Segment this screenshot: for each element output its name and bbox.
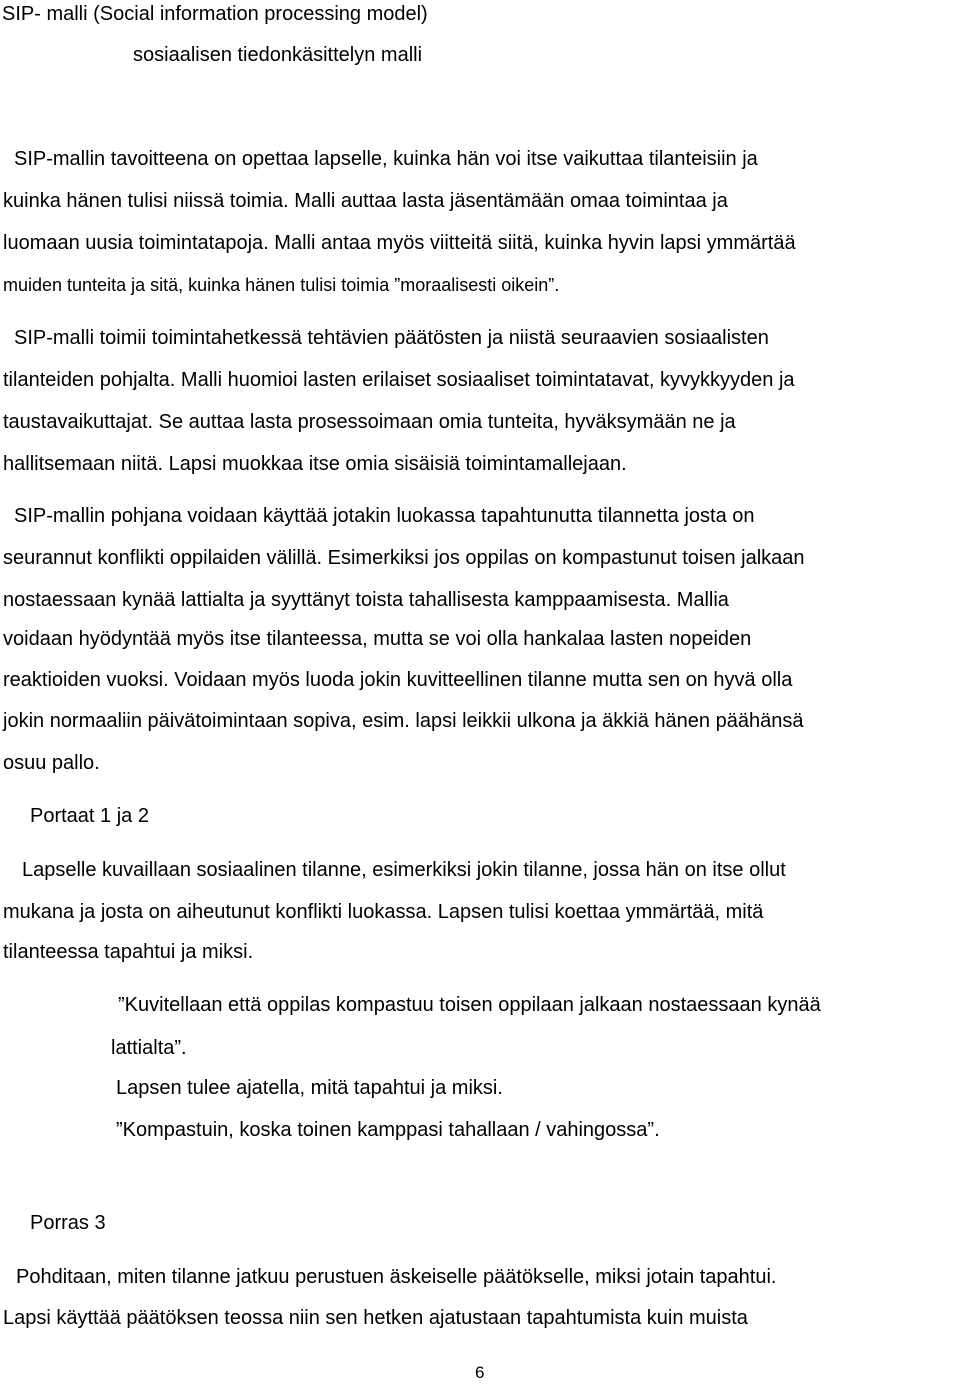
paragraph-line: taustavaikuttajat. Se auttaa lasta prosessoimaan omia tunteita, hyväksymään ne ja	[3, 411, 736, 433]
page-number: 6	[475, 1363, 485, 1382]
paragraph-line: Lapselle kuvaillaan sosiaalinen tilanne, esimerkiksi jokin tilanne, jossa hän on itse ollut	[22, 859, 786, 881]
paragraph-line: osuu pallo.	[3, 752, 100, 774]
paragraph-line: Lapsi käyttää päätöksen teossa niin sen hetken ajatustaan tapahtumista kuin muista	[3, 1307, 748, 1329]
section-heading: Portaat 1 ja 2	[30, 805, 149, 827]
paragraph-line: SIP-malli toimii toimintahetkessä tehtävien päätösten ja niistä seuraavien sosiaalisten	[14, 327, 769, 349]
paragraph-line: Pohditaan, miten tilanne jatkuu perustuen äskeiselle päätökselle, miksi jotain tapahtui.	[16, 1266, 777, 1288]
paragraph-line: tilanteiden pohjalta. Malli huomioi lasten erilaiset sosiaaliset toimintatavat, kyvykkyyden ja	[3, 369, 795, 391]
paragraph-line: SIP-mallin tavoitteena on opettaa lapselle, kuinka hän voi itse vaikuttaa tilanteisiin ja	[14, 148, 758, 170]
paragraph-line: muiden tunteita ja sitä, kuinka hänen tulisi toimia ”moraalisesti oikein”.	[3, 275, 560, 295]
paragraph-line: nostaessaan kynää lattialta ja syyttänyt toista tahallisesta kamppaamisesta. Mallia	[3, 589, 729, 611]
paragraph-line: kuinka hänen tulisi niissä toimia. Malli auttaa lasta jäsentämään omaa toimintaa ja	[3, 190, 728, 212]
paragraph-line: tilanteessa tapahtui ja miksi.	[3, 941, 254, 963]
example-line: Lapsen tulee ajatella, mitä tapahtui ja miksi.	[116, 1077, 503, 1099]
paragraph-line: mukana ja josta on aiheutunut konflikti luokassa. Lapsen tulisi koettaa ymmärtää, mitä	[3, 901, 764, 923]
example-line: ”Kuvitellaan että oppilas kompastuu toisen oppilaan jalkaan nostaessaan kynää	[118, 994, 821, 1016]
paragraph-line: jokin normaaliin päivätoimintaan sopiva, esim. lapsi leikkii ulkona ja äkkiä hänen päähänsä	[3, 710, 804, 732]
paragraph-line: reaktioiden vuoksi. Voidaan myös luoda jokin kuvitteellinen tilanne mutta sen on hyvä olla	[3, 669, 793, 691]
document-subtitle: sosiaalisen tiedonkäsittelyn malli	[133, 44, 423, 66]
example-line: lattialta”.	[111, 1037, 187, 1059]
paragraph-line: voidaan hyödyntää myös itse tilanteessa, mutta se voi olla hankalaa lasten nopeiden	[3, 628, 752, 650]
example-line: ”Kompastuin, koska toinen kamppasi tahallaan / vahingossa”.	[116, 1119, 660, 1141]
paragraph-line: hallitsemaan niitä. Lapsi muokkaa itse omia sisäisiä toimintamallejaan.	[3, 453, 627, 475]
document-title: SIP- malli (Social information processing model)	[2, 3, 428, 25]
paragraph-line: luomaan uusia toimintatapoja. Malli antaa myös viitteitä siitä, kuinka hyvin lapsi ymmärtää	[3, 232, 796, 254]
paragraph-line: seurannut konflikti oppilaiden välillä. Esimerkiksi jos oppilas on kompastunut toisen jalkaan	[3, 547, 805, 569]
paragraph-line: SIP-mallin pohjana voidaan käyttää jotakin luokassa tapahtunutta tilannetta josta on	[14, 505, 755, 527]
section-heading: Porras 3	[30, 1212, 106, 1234]
